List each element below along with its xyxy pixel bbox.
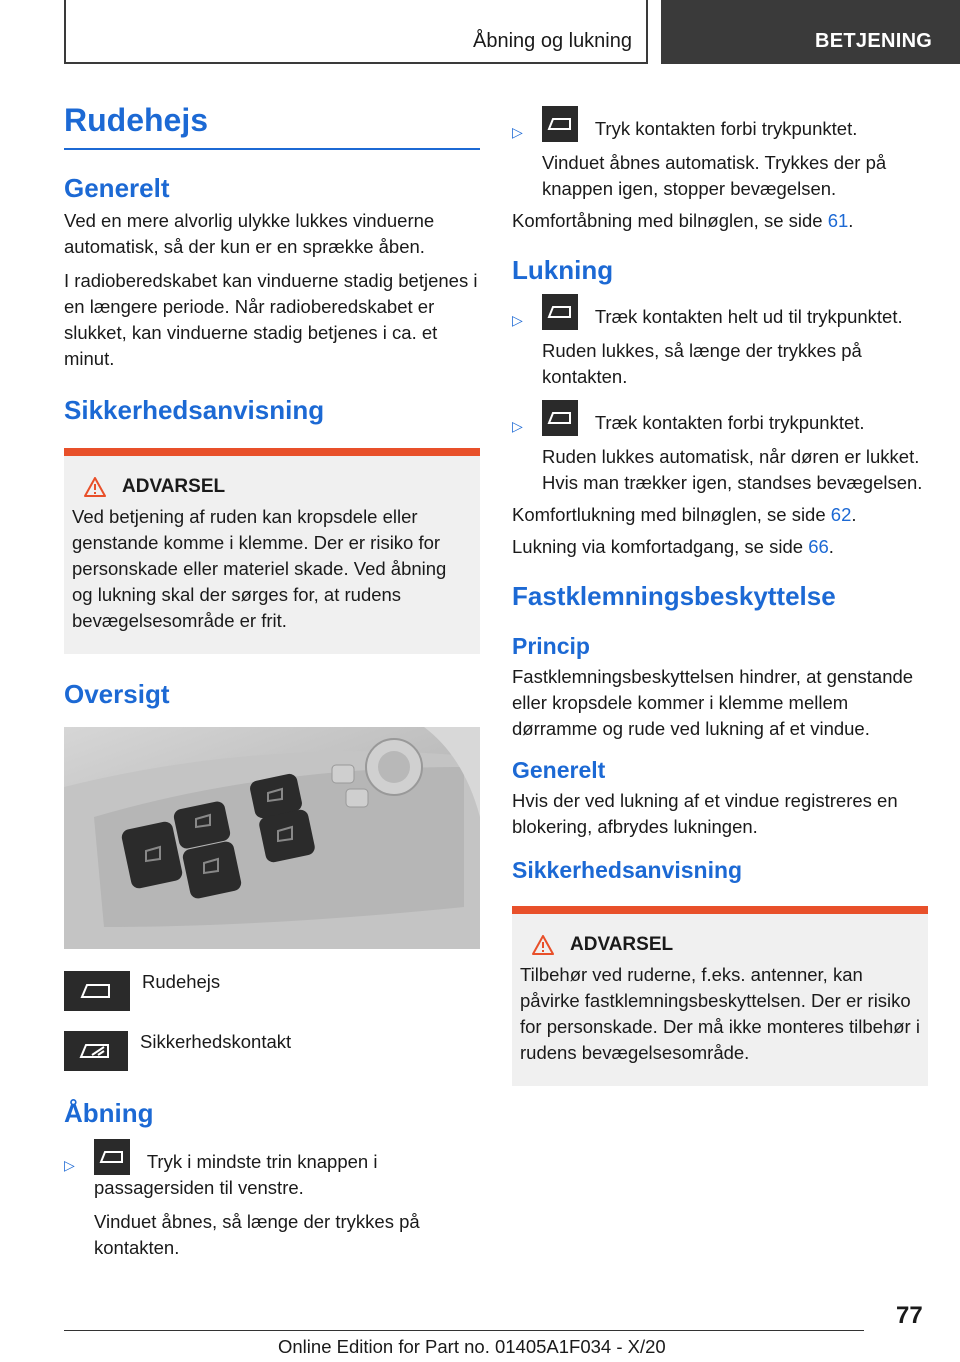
warning-box-right — [512, 906, 928, 1086]
opening-step-sub: Vinduet åbnes, så længe der trykkes på kontakten. — [94, 1211, 420, 1259]
header-chapter-tab — [661, 0, 960, 64]
step-arrow-icon: ▷ — [512, 311, 523, 328]
window-switch-icon — [64, 971, 130, 1011]
right-column — [512, 116, 928, 1086]
page-number: 77 — [896, 1302, 923, 1329]
generelt-right-text: Hvis der ved lukning af et vindue registreres en blokering, afbrydes lukningen. — [512, 789, 898, 837]
safety-heading: Sikkerhedsanvisning — [64, 394, 325, 425]
close-step-2-main: Træk kontakten forbi trykpunktet. — [542, 410, 928, 436]
header-section-title: Åbning og lukning — [472, 30, 632, 52]
step-arrow-icon: ▷ — [64, 1157, 75, 1174]
close-step-1-sub: Ruden lukkes, så længe der trykkes på kontakten. — [542, 340, 862, 388]
page-title: Rudehejs — [64, 100, 480, 150]
header-chapter-label: BETJENING — [815, 30, 933, 52]
warning-header — [72, 476, 472, 498]
overview-heading: Oversigt — [64, 678, 170, 709]
close-step-1 — [512, 304, 928, 390]
princip-text: Fastklemningsbeskyttelsen hindrer, at genstande eller kropsdele kommer i klemme mellem dørramme og rude ved lukning af et vindue. — [512, 665, 914, 739]
comfort-close-reference: Komfortlukning med bilnøglen, se side 62. — [512, 504, 857, 526]
opening-heading: Åbning — [64, 1098, 154, 1129]
left-column — [64, 100, 480, 1261]
close-step-2-sub: Ruden lukkes automatisk, når døren er lukket. Hvis man trækker igen, standses bevægelsen. — [542, 446, 923, 494]
warning-label-right: ADVARSEL — [570, 933, 674, 955]
comfort-open-reference: Komfortåbning med bilnøglen, se side 61. — [512, 210, 854, 232]
open-auto-step-main: Tryk kontakten forbi trykpunktet. — [542, 116, 928, 142]
safety-switch-icon — [64, 1031, 128, 1071]
footer-edition: Online Edition for Part no. 01405A1F034 - X/20 — [278, 1336, 666, 1357]
generelt-right-heading: Generelt — [512, 756, 606, 783]
page-link-61[interactable]: 61 — [827, 210, 849, 232]
close-step-1-main: Træk kontakten helt ud til trykpunktet. — [542, 304, 928, 330]
door-panel-illustration — [64, 727, 480, 949]
legend-label-rudehejs: Rudehejs — [142, 971, 221, 993]
warning-box — [64, 448, 480, 654]
window-switch-icon — [542, 294, 578, 330]
step-arrow-icon: ▷ — [512, 124, 523, 140]
comfort-access-reference: Lukning via komfortadgang, se side 66. — [512, 536, 834, 558]
opening-step-main: Tryk i mindste trin knappen i passagersiden til venstre. — [94, 1149, 480, 1201]
page-link-66[interactable]: 66 — [808, 536, 829, 558]
generelt-paragraph-1: Ved en mere alvorlig ulykke lukkes vinduerne automatisk, så der kun er en sprække åben. — [64, 209, 435, 257]
close-step-2 — [512, 410, 928, 496]
open-auto-step — [512, 116, 928, 202]
window-switch-icon — [94, 1139, 130, 1175]
footer-divider — [64, 1330, 864, 1331]
generelt-heading: Generelt — [64, 173, 170, 203]
legend-item-rudehejs — [64, 971, 480, 1011]
warning-label: ADVARSEL — [122, 475, 226, 497]
warning-header-right — [520, 934, 920, 956]
window-switch-photo — [64, 727, 480, 949]
pinch-protection-heading: Fastklemningsbeskyttelse — [512, 581, 836, 612]
safety-right-heading: Sikkerhedsanvisning — [512, 856, 743, 883]
window-switch-icon — [542, 106, 578, 142]
princip-heading: Princip — [512, 632, 590, 659]
warning-triangle-icon — [84, 477, 106, 497]
legend-item-sikkerhedskontakt — [64, 1031, 480, 1071]
opening-step — [64, 1149, 480, 1261]
generelt-paragraph-2: I radioberedskabet kan vinduerne stadig betjenes i en længere periode. Når radioberedskabet er slukket, kan vinduerne stadig betjenes i ca. et minut. — [64, 269, 478, 369]
warning-triangle-icon — [532, 935, 554, 955]
window-switch-icon — [542, 400, 578, 436]
open-auto-step-sub: Vinduet åbnes automatisk. Trykkes der på knappen igen, stopper bevægelsen. — [542, 152, 887, 200]
header-section-box — [64, 0, 648, 64]
legend-label-sikkerhedskontakt: Sikkerhedskontakt — [140, 1031, 292, 1053]
closing-heading: Lukning — [512, 255, 614, 286]
step-arrow-icon: ▷ — [512, 418, 523, 435]
page-link-62[interactable]: 62 — [830, 504, 852, 526]
warning-text: Ved betjening af ruden kan kropsdele eller genstande komme i klemme. Der er risiko for personskade eller materiel skade. Ved åbning og lukning skal der sørges for, at rudens bevægelsesområde er frit. — [72, 505, 447, 631]
warning-text-right: Tilbehør ved ruderne, f.eks. antenner, kan påvirke fastklemningsbeskyttelsen. Der er risiko for personskade. Der må ikke monteres tilbehør i rudens bevægelsesområde. — [520, 963, 920, 1063]
